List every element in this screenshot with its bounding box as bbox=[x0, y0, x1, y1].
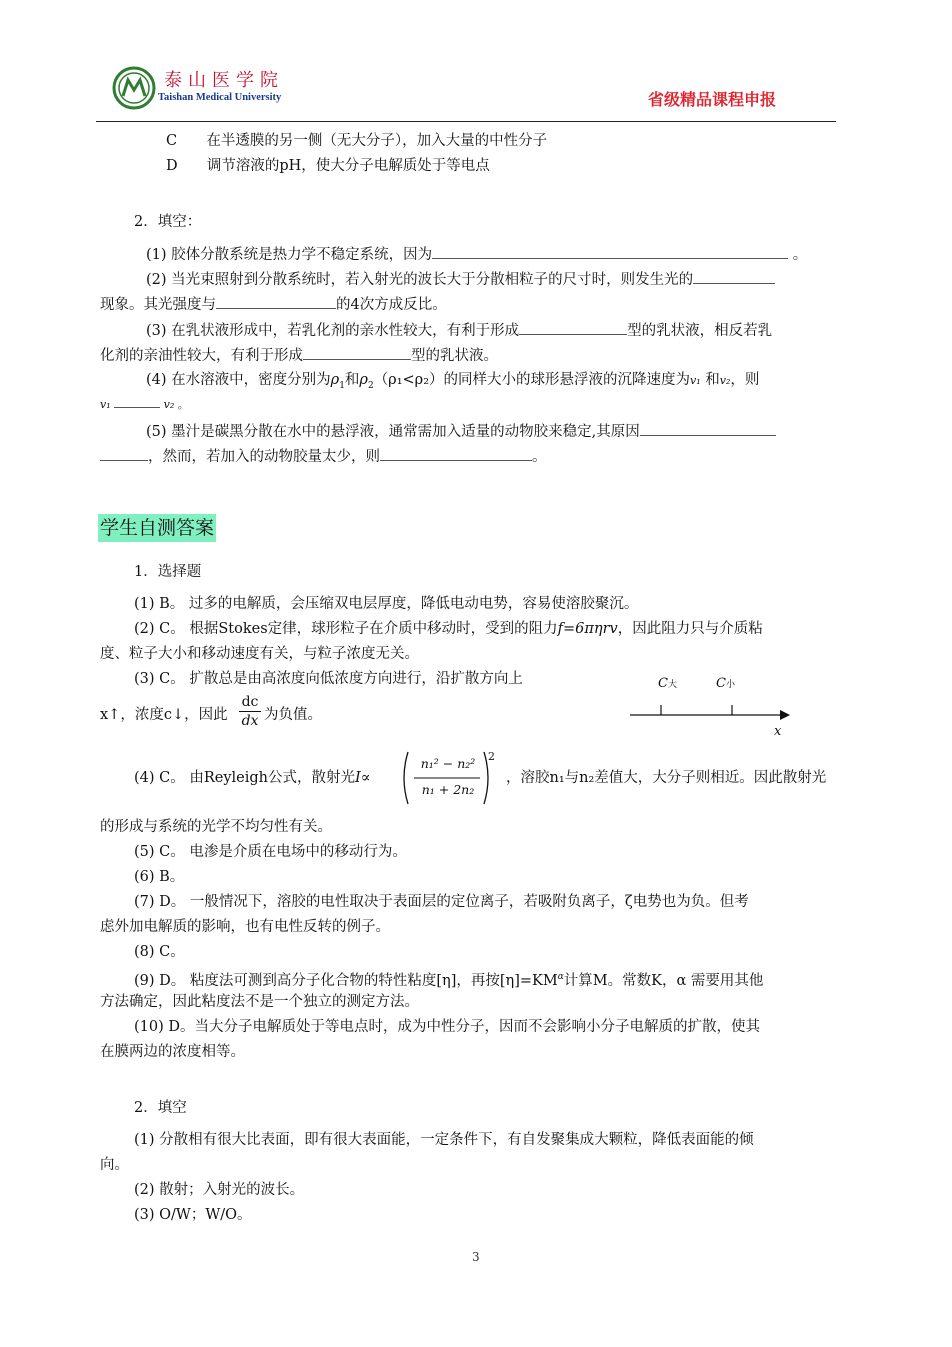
answer-text: 计算M。常数K，α 需要用其他 bbox=[563, 972, 764, 989]
x-axis-arrow-icon bbox=[628, 672, 798, 742]
fill-q4-line1: (4) 在水溶液中，密度分别为$\rho_1$和$\rho_2(\rho_1<\rho_2)$的同样大小的球形悬浮液的沉降速度为v₁ 和v₂，则 bbox=[146, 372, 760, 391]
rho-symbol: ρ bbox=[359, 372, 368, 388]
question-text: 。 bbox=[177, 398, 189, 411]
answer-4-line1-tail: ，溶胶n₁与n₂差值大，大分子则相近。因此散射光 bbox=[506, 770, 827, 786]
alpha-exponent: α bbox=[557, 972, 564, 982]
fill-answer-3: (3) O/W；W/O。 bbox=[134, 1207, 252, 1223]
question-text: 型的乳状液，相反若乳 bbox=[627, 323, 773, 339]
question-text: (5) 墨汁是碳黑分散在水中的悬浮液，通常需加入适量的动物胶来稳定,其原因 bbox=[146, 424, 640, 440]
option-letter: C bbox=[166, 133, 178, 149]
option-text: 调节溶液的pH，使大分子电解质处于等电点 bbox=[206, 158, 490, 174]
fill-heading: 2．填空： bbox=[134, 214, 202, 230]
c-small-label: C小 bbox=[716, 676, 735, 691]
answer-9-line1 bbox=[134, 967, 763, 991]
fill-q5-line1 bbox=[146, 421, 776, 442]
question-text: （ρ₁<ρ₂） bbox=[373, 372, 444, 388]
velocity-symbol: v₁ bbox=[690, 374, 701, 387]
answer-10-line2: 在膜两边的浓度相等。 bbox=[100, 1044, 245, 1060]
answer-4-line1 bbox=[134, 768, 371, 788]
answer-text: (4) C。 由Reyleigh公式，散射光 bbox=[134, 770, 356, 786]
header-divider bbox=[96, 121, 836, 122]
answer-blank[interactable] bbox=[432, 244, 788, 259]
option-c bbox=[166, 131, 547, 151]
fill-answer-1-line1: (1) 分散相有很大比表面，即有很大表面能，一定条件下，有自发聚集成大颗粒，降低表面能的倾 bbox=[134, 1132, 754, 1148]
answer-blank[interactable] bbox=[114, 397, 160, 408]
fill-answer-2: (2) 散射；入射光的波长。 bbox=[134, 1182, 305, 1198]
concentration-diagram bbox=[628, 672, 798, 742]
option-letter: D bbox=[166, 158, 178, 174]
fill-q3-line1 bbox=[146, 320, 772, 341]
answer-7-line1: (7) D。 一般情况下，溶胶的电性取决于表面层的定位离子，若吸附负离子，ζ电势也为负。但考 bbox=[134, 894, 749, 910]
question-text: 型的乳状液。 bbox=[411, 348, 498, 364]
dc-dx-fraction bbox=[239, 693, 261, 730]
answer-2-line2: 度、粒子大小和移动速度有关，与粒子浓度无关。 bbox=[100, 646, 419, 662]
choice-heading: 1．选择题 bbox=[134, 564, 202, 580]
question-text: 和 bbox=[705, 372, 720, 388]
school-name-en: Taishan Medical University bbox=[158, 92, 282, 103]
fraction-numerator: dc bbox=[241, 694, 259, 710]
university-logo bbox=[112, 66, 156, 110]
application-title: 省级精品课程申报 bbox=[648, 90, 777, 109]
answer-1: (1) B。 过多的电解质，会压缩双电层厚度，降低电动电势，容易使溶胶聚沉。 bbox=[134, 596, 639, 612]
fill-q4-line2 bbox=[100, 395, 189, 415]
question-text: ，然而，若加入的动物胶量太少，则 bbox=[148, 449, 380, 465]
answer-3-line2 bbox=[100, 705, 228, 725]
question-text: (3) 在乳状液形成中，若乳化剂的亲水性较大，有利于形成 bbox=[146, 323, 520, 339]
question-text: 的同样大小的球形悬浮液的沉降速度为 bbox=[443, 372, 691, 388]
answer-blank[interactable] bbox=[380, 446, 532, 461]
velocity-symbol: v₂ bbox=[719, 374, 731, 387]
answer-3-line1: (3) C。 扩散总是由高浓度向低浓度方向进行，沿扩散方向上 bbox=[134, 671, 523, 687]
answer-7-line2: 虑外加电解质的影响，也有电性反转的例子。 bbox=[100, 919, 390, 935]
question-text: (2) 当光束照射到分散系统时，若入射光的波长大于分散相粒子的尺寸时，则发生光的 bbox=[146, 272, 694, 288]
school-name-cn: 泰山医学院 bbox=[164, 70, 284, 91]
question-text: 化剂的亲油性较大，有利于形成 bbox=[100, 348, 303, 364]
question-text: (4) 在水溶液中，密度分别为 bbox=[146, 372, 331, 388]
answer-8: (8) C。 bbox=[134, 944, 185, 960]
answers-section-title: 学生自测答案 bbox=[98, 514, 216, 542]
formula-exponent: 2 bbox=[488, 750, 495, 763]
answer-4-line2: 的形成与系统的光学不均匀性有关。 bbox=[100, 819, 332, 835]
answer-9-line2: 方法确定，因此粘度法不是一个独立的测定方法。 bbox=[100, 994, 419, 1010]
answer-blank[interactable] bbox=[640, 421, 776, 436]
fill-q2-line1 bbox=[146, 269, 775, 290]
question-text: 和 bbox=[344, 372, 360, 388]
x-axis-label: x bbox=[774, 724, 782, 739]
answer-blank[interactable] bbox=[303, 345, 411, 360]
formula: I∝ bbox=[355, 770, 371, 786]
answer-10-line1: (10) D。当大分子电解质处于等电点时，成为中性分子，因而不会影响小分子电解质的扩散，使其 bbox=[134, 1019, 760, 1035]
c-big-label: C大 bbox=[658, 676, 677, 691]
rho-symbol: ρ bbox=[330, 372, 340, 388]
answer-blank[interactable] bbox=[216, 294, 336, 309]
option-text: 在半透膜的另一侧（无大分子），加入大量的中性分子 bbox=[206, 133, 548, 149]
page-number: 3 bbox=[472, 1250, 480, 1264]
question-text: ，则 bbox=[730, 372, 760, 388]
fill-answer-1-line2: 向。 bbox=[100, 1157, 129, 1173]
answer-text: x↑，浓度c↓，因此 bbox=[100, 707, 228, 723]
formula-denominator: n₁ + 2n₂ bbox=[421, 782, 475, 797]
question-text: 的4次方成反比。 bbox=[336, 297, 447, 313]
answer-text: ，因此阻力只与介质粘 bbox=[617, 621, 763, 637]
formula-numerator: n₁² − n₂² bbox=[420, 756, 476, 771]
fill-q3-line2 bbox=[100, 345, 498, 366]
question-text: 现象。其光强度与 bbox=[100, 297, 216, 313]
reyleigh-formula bbox=[400, 750, 500, 806]
answer-blank[interactable] bbox=[519, 320, 627, 335]
answer-text: (9) D。 粘度法可测到高分子化合物的特性粘度[η]，再按[η]=KM bbox=[134, 972, 558, 989]
fill-answers-heading: 2．填空 bbox=[134, 1100, 187, 1116]
answer-blank[interactable] bbox=[100, 446, 148, 461]
question-text: (1) 胶体分散系统是热力学不稳定系统，因为 bbox=[146, 247, 433, 263]
fill-q2-line2 bbox=[100, 294, 447, 315]
answer-text: (2) C。 根据Stokes定律，球形粒子在介质中移动时，受到的阻力 bbox=[134, 621, 558, 637]
fill-q5-line2 bbox=[100, 446, 547, 467]
question-text: 。 bbox=[532, 449, 547, 465]
logo-emblem-icon bbox=[112, 66, 156, 110]
answer-3-suffix: 为负值。 bbox=[264, 707, 322, 723]
fraction-denominator: dx bbox=[239, 711, 261, 730]
velocity-symbol: v₁ bbox=[100, 398, 111, 411]
formula: f=6πηrv bbox=[557, 621, 618, 637]
velocity-symbol: v₂ bbox=[163, 398, 175, 411]
question-text: 。 bbox=[792, 247, 808, 263]
answer-blank[interactable] bbox=[693, 269, 775, 284]
answer-5: (5) C。 电渗是介质在电场中的移动行为。 bbox=[134, 844, 407, 860]
answer-2-line1 bbox=[134, 619, 763, 639]
fill-q1 bbox=[146, 244, 807, 265]
option-d bbox=[166, 156, 490, 176]
answer-6: (6) B。 bbox=[134, 869, 185, 885]
